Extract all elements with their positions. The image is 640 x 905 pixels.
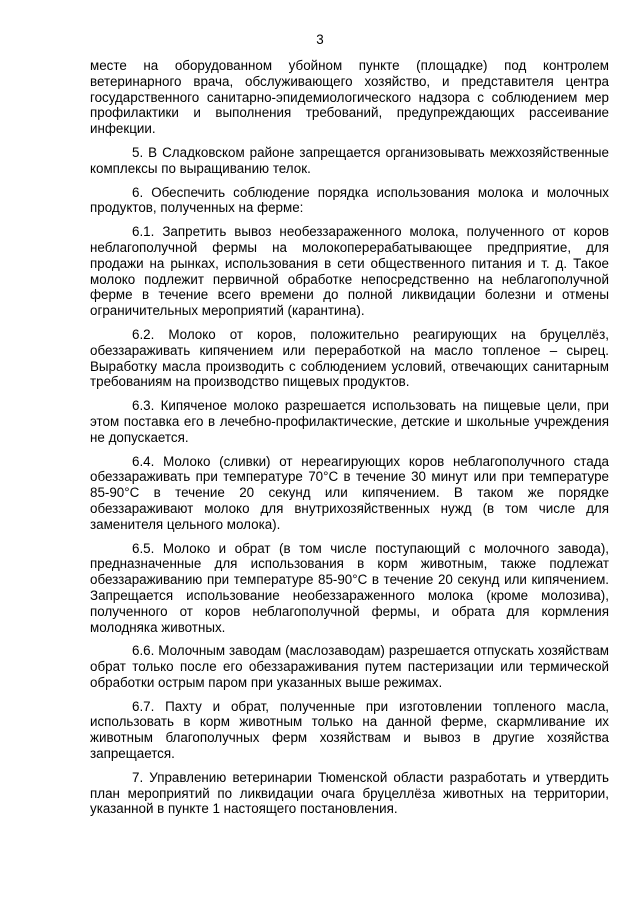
document-body — [90, 58, 609, 825]
paragraph-item-7: 7. Управлению ветеринарии Тюменской области разработать и утвердить план мероприятий по ликвидации очага бруцеллёза животных на территории, указанной в пункте 1 настоящего постановления. — [90, 769, 609, 817]
paragraph-item-6-5: 6.5. Молоко и обрат (в том числе поступающий с молочного завода), предназначенные для использования в корм животным, также подлежат обеззараживанию при температуре 85-90°С в течение 20 секунд или кипячением. Запрещается использование необеззараженного молока (кроме молозива), полученного от коров неблагополучной фермы, и обрата для кормления молодняка животных. — [90, 540, 609, 635]
paragraph-item-6-7: 6.7. Пахту и обрат, полученные при изготовлении топленого масла, использовать в корм животным только на данной ферме, скармливание их животным благополучных ферм хозяйствам и вывоз в другие хозяйства запрещается. — [90, 698, 609, 762]
page-number: 3 — [316, 32, 324, 47]
paragraph-item-6-6: 6.6. Молочным заводам (маслозаводам) разрешается отпускать хозяйствам обрат только после его обеззараживания путем пастеризации или термической обработки острым паром при указанных выше режимах. — [90, 643, 609, 690]
paragraph-item-6: 6. Обеспечить соблюдение порядка использования молока и молочных продуктов, полученных на ферме: — [90, 184, 609, 216]
paragraph-item-6-1: 6.1. Запретить вывоз необеззараженного молока, полученного от коров неблагополучной фермы на молокоперерабатывающее предприятие, для продажи на рынках, использования в сети общественного питания и т. д. Такое молоко подлежит первичной обработке непосредственно на неблагополучной ферме в течение всего времени до полной ликвидации болезни и отмены ограничительных мероприятий (карантина). — [90, 224, 609, 319]
paragraph-item-6-4: 6.4. Молоко (сливки) от нереагирующих коров неблагополучного стада обеззараживать при температуре 70°С в течение 30 минут или при температуре 85-90°С в течение 20 секунд или кипячением. В таком же порядке обеззараживают молоко для внутрихозяйственных нужд (в том числе для заменителя цельного молока). — [90, 453, 609, 532]
paragraph-continuation: месте на оборудованном убойном пункте (площадке) под контролем ветеринарного врача, обслуживающего хозяйство, и представителя центра государственного санитарно-эпидемиологического надзора с соблюдением мер профилактики и выполнения требований, предупреждающих рассеивание инфекции. — [90, 58, 609, 137]
paragraph-item-5: 5. В Сладковском районе запрещается организовывать межхозяйственные комплексы по выращиванию телок. — [90, 144, 609, 176]
paragraph-item-6-3: 6.3. Кипяченое молоко разрешается использовать на пищевые цели, при этом поставка его в лечебно-профилактические, детские и школьные учреждения не допускается. — [90, 398, 609, 445]
paragraph-item-6-2: 6.2. Молоко от коров, положительно реагирующих на бруцеллёз, обеззараживать кипячением или переработкой на масло топленое – сырец. Выработку масла производить с соблюдением условий, отвечающих санитарным требованиям на производство пищевых продуктов. — [90, 326, 609, 390]
